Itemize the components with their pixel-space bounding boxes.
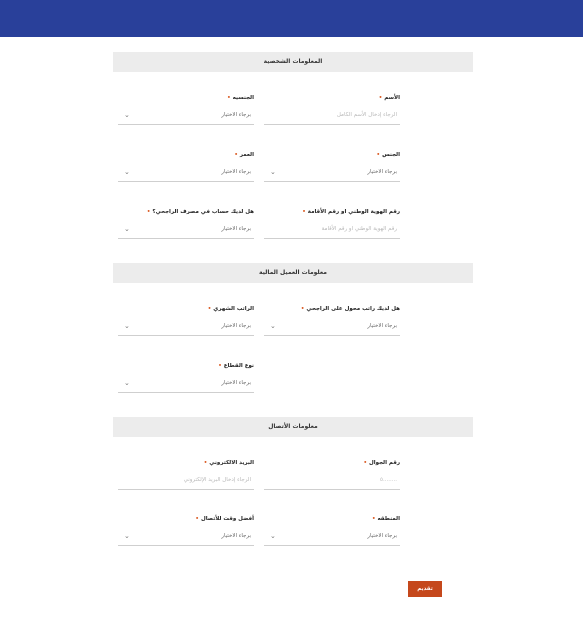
salary-transfer-field bbox=[264, 306, 400, 346]
chevron-down-icon: ⌄ bbox=[124, 322, 130, 330]
sector-label: نوع القطاع• bbox=[218, 363, 254, 369]
submit-button[interactable]: تقديم bbox=[408, 581, 442, 597]
chevron-down-icon: ⌄ bbox=[124, 532, 130, 540]
rajhi-account-select[interactable]: برجاء الاختيار ⌄ bbox=[118, 222, 254, 239]
gender-field bbox=[264, 152, 400, 192]
sector-field bbox=[118, 363, 254, 403]
chevron-down-icon: ⌄ bbox=[124, 225, 130, 233]
region-label: المنطقه• bbox=[371, 516, 400, 522]
name-field bbox=[264, 95, 400, 135]
region-field bbox=[264, 516, 400, 556]
chevron-down-icon: ⌄ bbox=[124, 168, 130, 176]
mobile-label: رقم الجوال• bbox=[363, 460, 400, 466]
salary-transfer-select[interactable]: برجاء الاختيار ⌄ bbox=[264, 319, 400, 336]
chevron-down-icon: ⌄ bbox=[270, 322, 276, 330]
monthly-salary-label: الراتب الشهري• bbox=[207, 306, 254, 312]
rajhi-account-label: هل لديك حساب في مصرف الراجحي؟• bbox=[146, 209, 254, 215]
monthly-salary-select[interactable]: برجاء الاختيار ⌄ bbox=[118, 319, 254, 336]
gender-select[interactable]: برجاء الاختيار ⌄ bbox=[264, 165, 400, 182]
id-number-input[interactable]: رقم الهوية الوطني او رقم الأقامة bbox=[264, 222, 400, 239]
name-input[interactable]: الرجاء إدخال الأسم الكامل bbox=[264, 108, 400, 125]
chevron-down-icon: ⌄ bbox=[124, 379, 130, 387]
gender-label: الجنس• bbox=[376, 152, 400, 158]
contact-time-field bbox=[118, 516, 254, 556]
nationality-select[interactable]: برجاء الاختيار ⌄ bbox=[118, 108, 254, 125]
email-label: البريد الالكتروني• bbox=[203, 460, 254, 466]
sector-select[interactable]: برجاء الاختيار ⌄ bbox=[118, 376, 254, 393]
nationality-field bbox=[118, 95, 254, 135]
monthly-salary-field bbox=[118, 306, 254, 346]
age-label: العمر• bbox=[234, 152, 254, 158]
name-label: الأسم• bbox=[378, 95, 400, 101]
id-number-field bbox=[264, 209, 400, 249]
rajhi-account-field bbox=[118, 209, 254, 249]
nationality-label: الجنسيه• bbox=[227, 95, 254, 101]
chevron-down-icon: ⌄ bbox=[270, 168, 276, 176]
age-field bbox=[118, 152, 254, 192]
top-header-bar bbox=[0, 0, 583, 37]
salary-transfer-label: هل لديك راتب محول على الراجحي• bbox=[300, 306, 400, 312]
section-personal-info: المعلومات الشخصية bbox=[113, 52, 473, 72]
section-financial-info: معلومات العميل المالية bbox=[113, 263, 473, 283]
age-select[interactable]: برجاء الاختيار ⌄ bbox=[118, 165, 254, 182]
email-field bbox=[118, 460, 254, 500]
contact-time-label: أفضل وقت للأتصال• bbox=[195, 516, 254, 522]
email-input[interactable]: الرجاء إدخال البريد الإلكتروني bbox=[118, 473, 254, 490]
mobile-input[interactable]: ........٥ bbox=[264, 473, 400, 490]
contact-time-select[interactable]: برجاء الاختيار ⌄ bbox=[118, 529, 254, 546]
id-number-label: رقم الهوية الوطني او رقم الأقامة• bbox=[302, 209, 400, 215]
region-select[interactable]: برجاء الاختيار ⌄ bbox=[264, 529, 400, 546]
mobile-field bbox=[264, 460, 400, 500]
chevron-down-icon: ⌄ bbox=[270, 532, 276, 540]
section-contact-info: معلومات الأتصال bbox=[113, 417, 473, 437]
chevron-down-icon: ⌄ bbox=[124, 111, 130, 119]
